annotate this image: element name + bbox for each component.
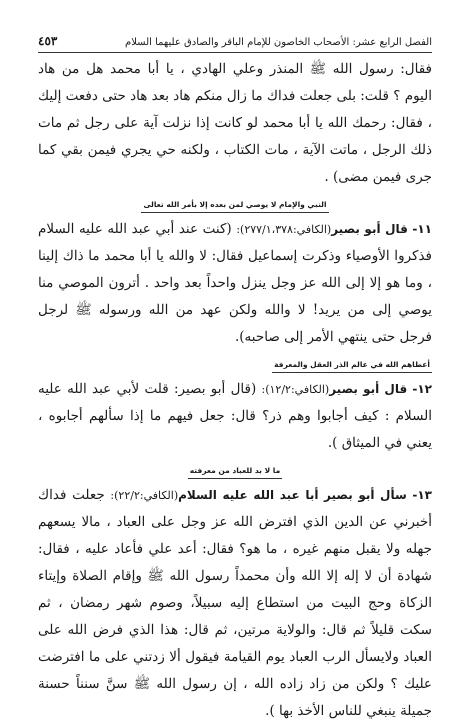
hadith-12-text: (قال أبو بصير: قلت لأبي عبد الله عليه السلام : كيف أجابوا وهم ذر؟ قال: جعل فيهم ما إذا سألهم أجابوه ، يعني في الميثاق ). — [38, 381, 432, 451]
section-heading-11-text: النبي والإمام لا يوصي لمن بعده إلا بأمر الله تعالى — [141, 199, 328, 213]
hadith-13-reference: (الكافي:٢٢/٢): — [110, 489, 179, 502]
hadith-paragraph-13 — [38, 482, 432, 725]
hadith-12-lead: ١٢- قال أبو بصير — [329, 382, 433, 396]
running-title: الفصل الرابع عشر: الأصحاب الخاصون للإمام الباقر والصادق عليهما السلام — [125, 37, 432, 48]
hadith-13-lead: ١٣- سأل أبو بصير أبا عبد الله عليه السلام — [178, 488, 432, 502]
hadith-paragraph-11 — [38, 216, 432, 351]
hadith-13-text: جعلت فداك أخبرني عن الدين الذي افترض الله عز وجل على العباد ، مالا يسعهم جهله ولا يقبل منهم غيره ، ما هو؟ فقال: أعد علي فأعاد عليه ، فقال: شهادة أن لا إله إلا الله وأن محمداً رسول الله ﷺ وإقام الصلاة وإيتاء الزكاة وحج البيت من استطاع إليه سبيلاً، وصوم شهر رمضان ، ثم سكت قليلاً ثم قال: والولاية مرتين، ثم قال: هذا الذي فرض الله على العباد ولايسأل الرب العباد يوم القيامة فيقول ألا زدتني على ما افترضت عليك ؟ ولكن من زاد زاده الله ، إن رسول الله ﷺ سنَّ سنناً حسنة جميلة ينبغي للناس الأخذ بها ). — [38, 487, 432, 719]
header-rule — [38, 52, 432, 53]
running-header — [38, 34, 432, 50]
section-heading-13-text: ما لا بد للعباد من معرفته — [188, 465, 283, 479]
page-body — [38, 56, 432, 725]
opening-paragraph: فقال: رسول الله ﷺ المنذر وعلي الهادي ، يا أبا محمد هل من هاد اليوم ؟ قلت: بلى جعلت فداك ما زال منكم هاد بعد هاد حتى دفعت إليك ، فقال: رحمك الله يا أبا محمد لو كانت إذا نزلت آية على رجل ثم مات ذلك الرجل ، ماتت الآية ، مات الكتاب ، ولكنه حي يجري فيمن بقي كما جرى فيمن مضى) . — [38, 61, 432, 185]
section-heading-12-text: أعطاهم الله في عالم الذر العقل والمعرفة — [272, 359, 432, 373]
hadith-11-reference: (الكافي:٢٧٧/١،٣٧٨): — [236, 223, 332, 236]
section-heading-12 — [38, 359, 432, 373]
hadith-11-lead: ١١- قال أبو بصير — [331, 222, 433, 236]
hadith-paragraph-12 — [38, 376, 432, 457]
page-number: ٤٥٣ — [38, 34, 58, 48]
section-heading-11 — [38, 199, 432, 213]
hadith-12-reference: (الكافي:١٢/٢): — [261, 383, 330, 396]
section-heading-13 — [38, 465, 432, 479]
hadith-11-text: (كنت عند أبي عبد الله عليه السلام فذكروا الأوصياء وذكرت إسماعيل فقال: لا والله يا أبا محمد ما ذاك إلينا ، وما هو إلا إلى الله عز وجل ينزل واحداً بعد واحد . أترون الموصي منا يوصي إلى من يريد! لا والله ولكن عهد من الله ورسوله ﷺ لرجل فرجل حتى ينتهي الأمر إلى صاحبه). — [38, 221, 432, 345]
